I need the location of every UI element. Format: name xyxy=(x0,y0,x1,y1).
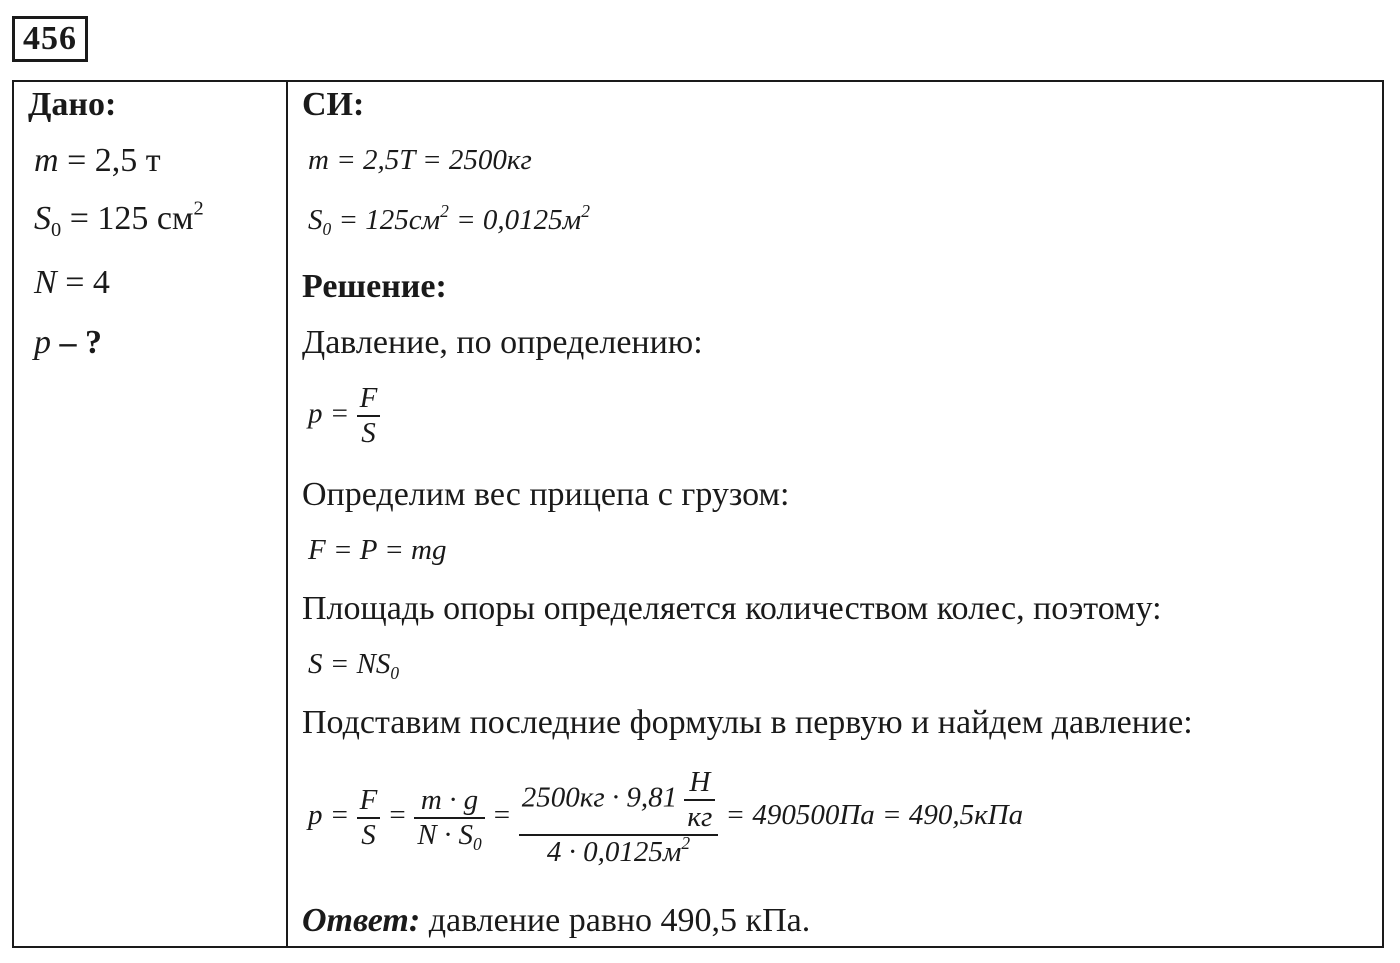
final-fraction-2 xyxy=(414,784,484,852)
solution-text-4: Подставим последние формулы в первую и найдем давление: xyxy=(302,704,1193,741)
pressure-lhs: p = xyxy=(308,397,350,430)
given-wheels-var: N xyxy=(34,264,57,301)
pressure-numerator: F xyxy=(357,382,381,417)
unit-fraction xyxy=(684,766,715,834)
answer-text: давление равно 490,5 кПа. xyxy=(420,902,811,939)
final-fraction-1-den: S xyxy=(361,818,376,851)
final-result: = 490500Па = 490,5кПа xyxy=(725,799,1024,832)
solution-text-2: Определим вес прицепа с грузом: xyxy=(302,476,790,513)
given-unknown-var: p xyxy=(34,324,51,361)
area-formula-main: S = NS xyxy=(308,648,391,680)
solution-table xyxy=(12,80,1384,948)
final-fraction-1 xyxy=(357,784,381,852)
pressure-fraction xyxy=(357,382,381,450)
given-area-sup: 2 xyxy=(193,197,204,220)
final-fraction-3 xyxy=(519,766,719,869)
answer-line xyxy=(302,902,810,940)
si-mass: m = 2,5T = 2500кг xyxy=(308,144,532,176)
final-fraction-3-den-main: 4 · 0,0125м xyxy=(546,836,682,868)
final-eq-2: = xyxy=(491,799,512,832)
si-area-sup2: 2 xyxy=(581,200,590,221)
si-area-end: = 0,0125м xyxy=(448,204,582,236)
final-lhs: p = xyxy=(308,799,350,832)
area-formula-sub: 0 xyxy=(390,663,400,684)
final-eq-1: = xyxy=(387,799,408,832)
final-fraction-2-num: m · g xyxy=(414,784,484,819)
weight-formula: F = P = mg xyxy=(308,534,447,566)
given-mass-var: m xyxy=(34,142,59,179)
solution-text-1: Давление, по определению: xyxy=(302,324,703,361)
final-fraction-3-num-main: 2500кг · 9,81 xyxy=(521,781,678,814)
area-formula xyxy=(308,648,400,684)
final-fraction-3-num xyxy=(519,766,719,836)
final-formula xyxy=(308,766,1023,869)
problem-number: 456 xyxy=(12,16,88,62)
pressure-denominator: S xyxy=(361,417,376,449)
given-unknown xyxy=(34,324,102,362)
given-area-var: S xyxy=(34,200,51,237)
answer-label: Ответ: xyxy=(302,902,421,939)
si-area-sub: 0 xyxy=(322,219,332,240)
si-area-mid: = 125см xyxy=(331,204,441,236)
final-fraction-2-den-sub: 0 xyxy=(472,833,482,854)
column-divider xyxy=(286,82,288,946)
given-wheels-val: = 4 xyxy=(65,264,110,301)
final-fraction-3-den xyxy=(519,832,719,869)
given-area-val: = 125 см xyxy=(69,200,194,237)
unit-denominator: кг xyxy=(687,801,713,833)
given-mass-val: = 2,5 т xyxy=(67,142,161,179)
given-header: Дано: xyxy=(28,86,117,123)
si-area-var: S xyxy=(308,204,323,236)
solution-text-3: Площадь опоры определяется количеством колес, поэтому: xyxy=(302,590,1162,627)
final-fraction-2-den xyxy=(414,819,484,852)
given-area-sub: 0 xyxy=(51,219,62,242)
si-header: СИ: xyxy=(302,86,365,123)
given-area xyxy=(34,197,204,242)
final-fraction-1-num: F xyxy=(357,784,381,819)
solution-header: Решение: xyxy=(302,268,447,305)
si-area xyxy=(308,200,590,240)
unit-numerator: Н xyxy=(684,766,715,801)
given-unknown-val: – ? xyxy=(59,324,102,361)
final-fraction-2-den-main: N · S xyxy=(417,818,473,851)
pressure-definition-formula xyxy=(308,382,380,450)
given-mass xyxy=(34,142,161,180)
si-area-sup1: 2 xyxy=(440,200,449,221)
given-wheels xyxy=(34,264,110,302)
final-fraction-3-den-sup: 2 xyxy=(681,832,691,853)
